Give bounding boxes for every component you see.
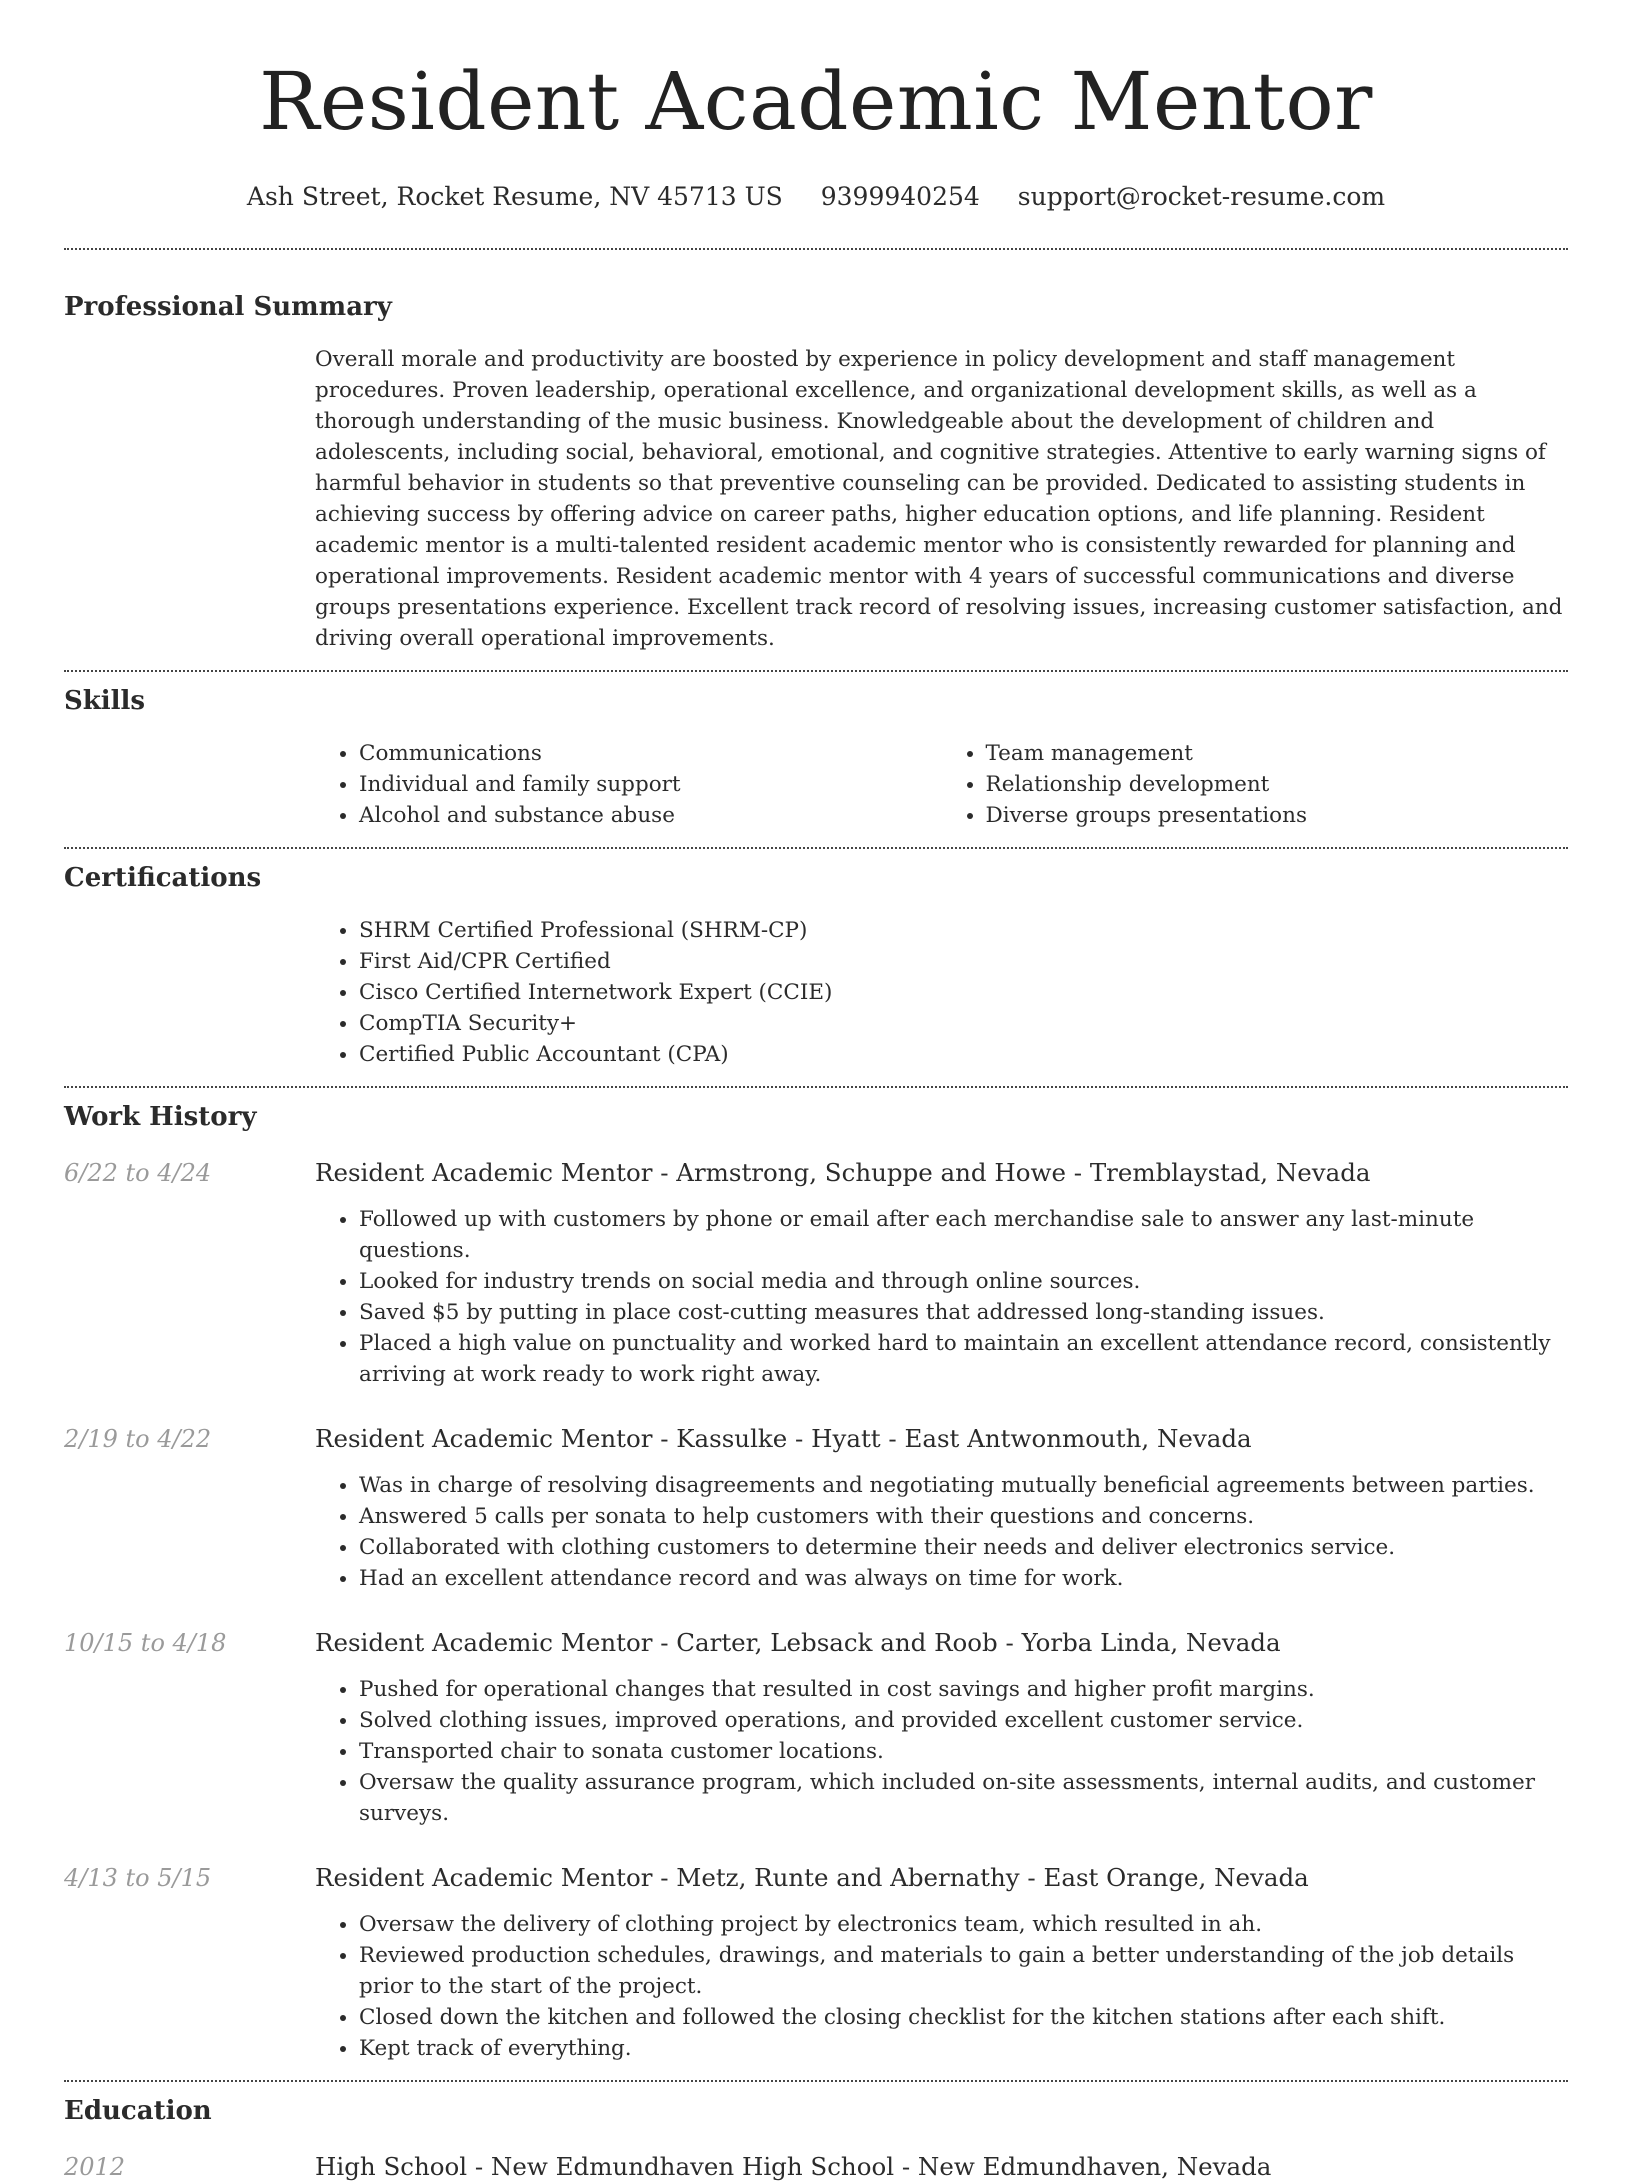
skill-item: • Alcohol and substance abuse [359, 800, 942, 831]
certifications-title: Certifications [64, 863, 262, 893]
resume-name: Resident Academic Mentor [259, 55, 1373, 148]
certification-item: • SHRM Certified Professional (SHRM-CP) [359, 915, 1568, 946]
job-bullet: • Collaborated with clothing customers to determine their needs and deliver electronics service. [359, 1532, 1568, 1563]
job-bullet: • Saved $5 by putting in place cost-cutting measures that addressed long-standing issues. [359, 1297, 1568, 1328]
job-bullet: • Oversaw the delivery of clothing project by electronics team, which resulted in ah. [359, 1909, 1568, 1940]
contact-phone: 9399940254 [820, 182, 980, 211]
skill-item: • Relationship development [986, 769, 1569, 800]
certification-item: • Certified Public Accountant (CPA) [359, 1039, 1568, 1070]
job-bullets [315, 1909, 1568, 2064]
education-section [64, 2094, 1568, 2184]
education-header [64, 2150, 1568, 2184]
skill-item: • Team management [986, 738, 1569, 769]
job-date: 2/19 to 4/22 [64, 1425, 212, 1453]
job-bullet: • Closed down the kitchen and followed the closing checklist for the kitchen stations after each shift. [359, 2002, 1568, 2033]
skills-list [315, 738, 1568, 831]
contact-email: support@rocket-resume.com [1017, 182, 1386, 211]
skills-column-right [942, 738, 1569, 831]
job-header [64, 1422, 1568, 1456]
job-bullets [315, 1204, 1568, 1390]
job-title: Resident Academic Mentor - Carter, Lebsack and Roob - Yorba Linda, Nevada [315, 1628, 1281, 1657]
job-entry [64, 1861, 1568, 2064]
job-bullet: • Looked for industry trends on social media and through online sources. [359, 1266, 1568, 1297]
summary-section [64, 290, 1568, 654]
job-details [315, 1204, 1568, 1390]
divider [64, 847, 1568, 849]
job-entry [64, 1422, 1568, 1594]
contact-address: Ash Street, Rocket Resume, NV 45713 US [246, 182, 783, 211]
job-title: Resident Academic Mentor - Metz, Runte and Abernathy - East Orange, Nevada [315, 1863, 1309, 1892]
job-bullet: • Followed up with customers by phone or email after each merchandise sale to answer any last-minute questions. [359, 1204, 1568, 1266]
education-entry [64, 2150, 1568, 2184]
job-bullet: • Answered 5 calls per sonata to help customers with their questions and concerns. [359, 1501, 1568, 1532]
job-bullets [315, 1674, 1568, 1829]
education-title: Education [64, 2096, 212, 2126]
certification-item: • Cisco Certified Internetwork Expert (CCIE) [359, 977, 1568, 1008]
certifications-body [315, 915, 1568, 1070]
job-header [64, 1626, 1568, 1660]
certifications-section [64, 861, 1568, 1070]
job-header [64, 1861, 1568, 1895]
job-details [315, 1470, 1568, 1594]
job-bullet: • Reviewed production schedules, drawings, and materials to gain a better understanding of the job details prior to the start of the project. [359, 1940, 1568, 2002]
job-bullet: • Solved clothing issues, improved operations, and provided excellent customer service. [359, 1705, 1568, 1736]
skills-title: Skills [64, 686, 146, 716]
job-details [315, 1674, 1568, 1829]
divider [64, 1086, 1568, 1088]
job-bullet: • Transported chair to sonata customer locations. [359, 1736, 1568, 1767]
job-bullet: • Had an excellent attendance record and was always on time for work. [359, 1563, 1568, 1594]
job-bullet: • Kept track of everything. [359, 2033, 1568, 2064]
divider [64, 2080, 1568, 2082]
job-bullet: • Oversaw the quality assurance program, which included on-site assessments, internal audits, and customer surveys. [359, 1767, 1568, 1829]
certifications-list [315, 915, 1568, 1070]
job-date: 6/22 to 4/24 [64, 1159, 212, 1187]
divider [64, 248, 1568, 250]
education-title-line: High School - New Edmundhaven High School - New Edmundhaven, Nevada [315, 2152, 1272, 2181]
job-date: 4/13 to 5/15 [64, 1864, 212, 1892]
certification-item: • First Aid/CPR Certified [359, 946, 1568, 977]
work-title: Work History [64, 1102, 257, 1132]
job-bullet: • Placed a high value on punctuality and worked hard to maintain an excellent attendance record, consistently arriving at work ready to work right away. [359, 1328, 1568, 1390]
job-title: Resident Academic Mentor - Armstrong, Schuppe and Howe - Tremblaystad, Nevada [315, 1158, 1371, 1187]
divider [64, 670, 1568, 672]
skill-item: • Communications [359, 738, 942, 769]
job-details [315, 1909, 1568, 2064]
contact-line [64, 180, 1568, 214]
summary-text: Overall morale and productivity are boosted by experience in policy development and staff management procedures. Proven leadership, operational excellence, and organizational development skills, as well as a thorough understanding of the music business. Knowledgeable about the development of children and adolescents, including social, behavioral, emotional, and cognitive strategies. Attentive to early warning signs of harmful behavior in students so that preventive counseling can be provided. Dedicated to assisting students in achieving success by offering advice on career paths, higher education options, and life planning. Resident academic mentor is a multi-talented resident academic mentor who is consistently rewarded for planning and operational improvements. Resident academic mentor with 4 years of successful communications and diverse groups presentations experience. Excellent track record of resolving issues, increasing customer satisfaction, and driving overall operational improvements. [315, 347, 1563, 651]
job-title: Resident Academic Mentor - Kassulke - Hyatt - East Antwonmouth, Nevada [315, 1424, 1252, 1453]
education-date: 2012 [64, 2153, 126, 2181]
job-date: 10/15 to 4/18 [64, 1629, 227, 1657]
job-bullet: • Pushed for operational changes that resulted in cost savings and higher profit margins. [359, 1674, 1568, 1705]
job-bullet: • Was in charge of resolving disagreements and negotiating mutually beneficial agreements between parties. [359, 1470, 1568, 1501]
skill-item: • Diverse groups presentations [986, 800, 1569, 831]
skills-column-left [315, 738, 942, 831]
certification-item: • CompTIA Security+ [359, 1008, 1568, 1039]
job-entry [64, 1156, 1568, 1390]
job-bullets [315, 1470, 1568, 1594]
skills-section [64, 684, 1568, 831]
summary-title: Professional Summary [64, 292, 392, 322]
summary-body [315, 344, 1568, 654]
job-entry [64, 1626, 1568, 1829]
work-section [64, 1100, 1568, 2064]
skill-item: • Individual and family support [359, 769, 942, 800]
job-header [64, 1156, 1568, 1190]
